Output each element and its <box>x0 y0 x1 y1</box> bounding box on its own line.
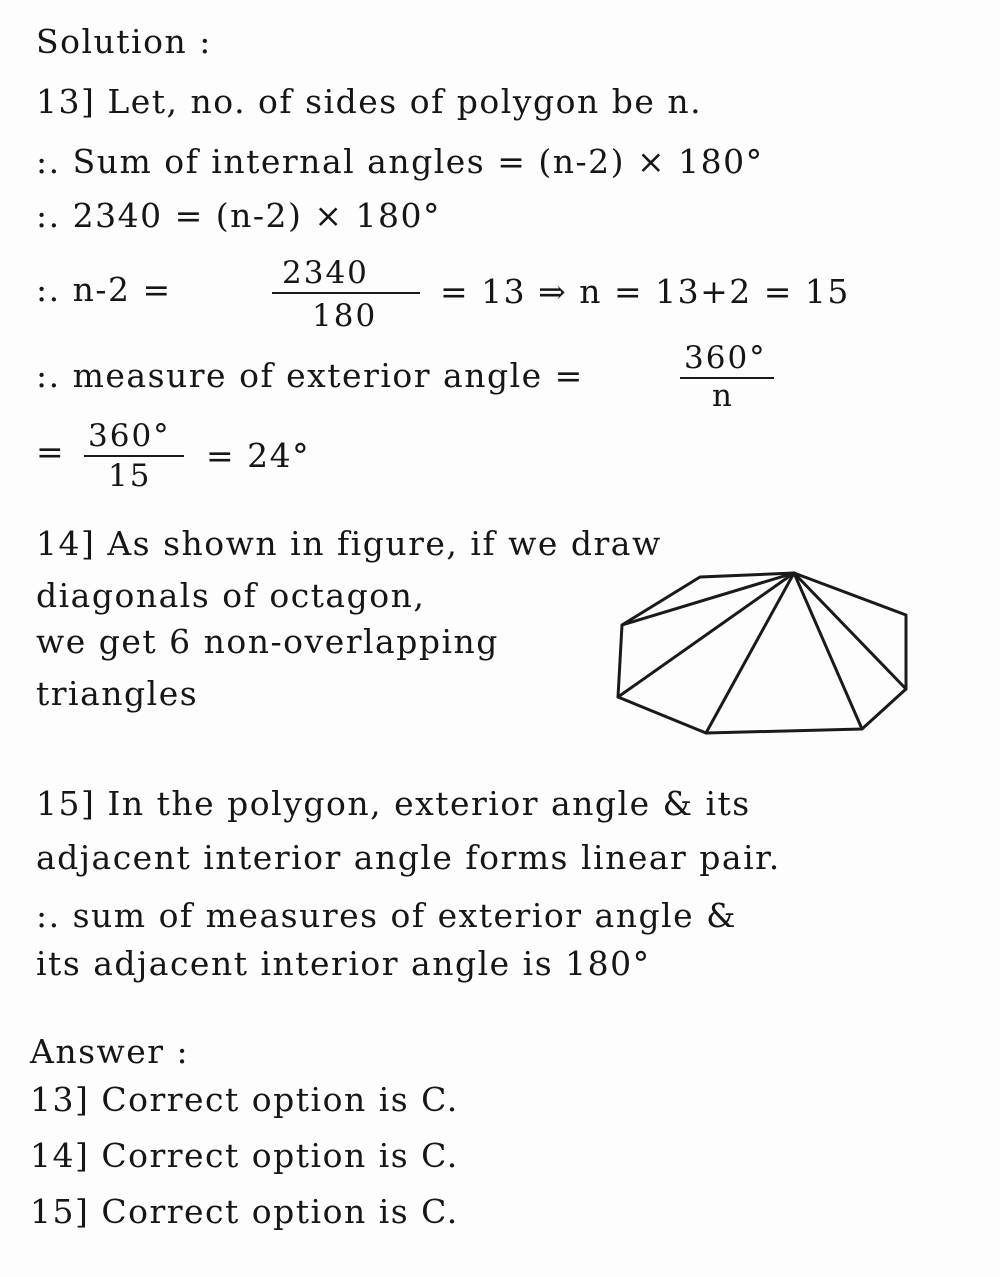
q15-line-1: 15] In the polygon, exterior angle & its <box>36 784 751 823</box>
answer-item-15: 15] Correct option is C. <box>30 1192 459 1231</box>
diagonal-5 <box>794 573 906 689</box>
diagonal-2 <box>618 573 794 697</box>
q15-line-4: its adjacent interior angle is 180° <box>36 944 651 983</box>
diagonal-4 <box>794 573 862 729</box>
q15-line-3: :. sum of measures of exterior angle & <box>36 896 738 935</box>
q14-line-1: 14] As shown in figure, if we draw <box>36 524 662 563</box>
q15-line-2: adjacent interior angle forms linear pair. <box>36 838 781 877</box>
q13-line-6-eq: = <box>36 432 66 471</box>
q14-line-4: triangles <box>36 674 199 713</box>
octagon-diagonals-figure <box>608 565 908 745</box>
q13-line-4-numerator: 2340 <box>282 255 369 291</box>
q13-line-5-lhs: :. measure of exterior angle = <box>36 356 584 395</box>
q13-line-6-denominator: 15 <box>108 458 152 494</box>
q13-line-5-numerator: 360° <box>684 340 767 376</box>
q13-line-2: :. Sum of internal angles = (n-2) × 180° <box>36 142 764 181</box>
q13-line-4-denominator: 180 <box>312 298 378 334</box>
q13-line-6-fraction-bar <box>84 455 184 457</box>
solution-heading: Solution : <box>36 22 212 61</box>
q13-line-3: :. 2340 = (n-2) × 180° <box>36 196 441 235</box>
answer-item-13: 13] Correct option is C. <box>30 1080 459 1119</box>
q13-line-4-rhs: = 13 ⇒ n = 13+2 = 15 <box>440 272 850 311</box>
q14-line-3: we get 6 non-overlapping <box>36 622 499 661</box>
q14-line-2: diagonals of octagon, <box>36 576 426 615</box>
q13-line-4-fraction-bar <box>272 292 420 294</box>
q13-line-6-numerator: 360° <box>88 418 171 454</box>
q13-line-6-rhs: = 24° <box>206 436 311 475</box>
q13-line-1: 13] Let, no. of sides of polygon be n. <box>36 82 703 121</box>
answer-item-14: 14] Correct option is C. <box>30 1136 459 1175</box>
q13-line-5-denominator: n <box>712 378 734 414</box>
q13-line-4-lhs: :. n-2 = <box>36 270 172 309</box>
answer-heading: Answer : <box>30 1032 190 1071</box>
